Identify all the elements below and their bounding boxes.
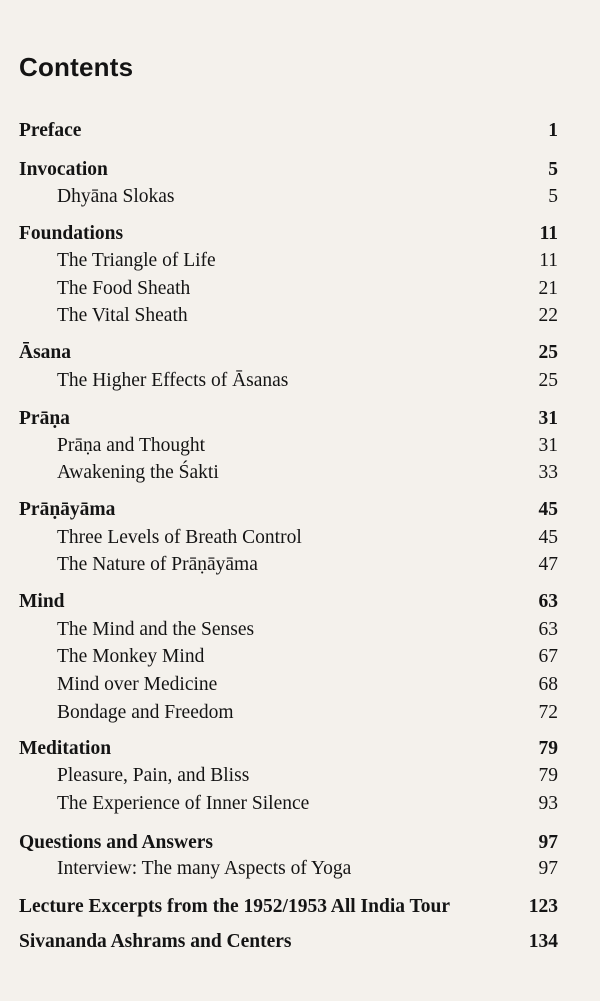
toc-section-title: Āsana xyxy=(19,342,72,363)
toc-page-number: 11 xyxy=(539,223,558,244)
toc-page-number: 45 xyxy=(538,527,558,548)
toc-entry-title: The Higher Effects of Āsanas xyxy=(57,370,289,391)
toc-entry xyxy=(0,276,600,302)
toc-entry-title: Prāṇa and Thought xyxy=(57,435,206,456)
toc-section-title: Lecture Excerpts from the 1952/1953 All India Tour xyxy=(19,896,450,917)
toc-entry xyxy=(0,248,600,274)
toc-entry-title: The Experience of Inner Silence xyxy=(57,793,310,814)
toc-section-pranayama xyxy=(0,497,600,523)
toc-page-number: 97 xyxy=(538,858,558,879)
toc-page-number: 63 xyxy=(538,619,558,640)
toc-entry-title: The Vital Sheath xyxy=(57,305,188,326)
toc-section-foundations xyxy=(0,221,600,247)
toc-section-title: Meditation xyxy=(19,738,112,759)
toc-page-number: 93 xyxy=(538,793,558,814)
toc-page-number: 134 xyxy=(528,931,558,952)
toc-section-title: Foundations xyxy=(19,223,124,244)
toc-page-number: 5 xyxy=(548,159,558,180)
toc-section-asana xyxy=(0,340,600,366)
toc-page-number: 47 xyxy=(538,554,558,575)
toc-page-number: 25 xyxy=(538,342,558,363)
toc-page-number: 1 xyxy=(548,120,558,141)
toc-section-title: Preface xyxy=(19,120,82,141)
toc-entry xyxy=(0,617,600,643)
toc-section-title: Prāṇāyāma xyxy=(19,499,116,520)
toc-section-title: Invocation xyxy=(19,159,108,180)
toc-entry xyxy=(0,856,600,882)
toc-section-ashrams xyxy=(0,929,600,955)
toc-page-number: 123 xyxy=(528,896,558,917)
toc-page-number: 25 xyxy=(538,370,558,391)
toc-section-title: Sivananda Ashrams and Centers xyxy=(19,931,292,952)
toc-entry xyxy=(0,672,600,698)
toc-entry xyxy=(0,763,600,789)
toc-page-number: 11 xyxy=(539,250,558,271)
toc-entry xyxy=(0,791,600,817)
toc-page-number: 21 xyxy=(538,278,558,299)
toc-entry-title: Pleasure, Pain, and Bliss xyxy=(57,765,250,786)
toc-page-number: 67 xyxy=(538,646,558,667)
toc-entry xyxy=(0,303,600,329)
toc-entry-title: Mind over Medicine xyxy=(57,674,218,695)
toc-entry-title: The Mind and the Senses xyxy=(57,619,255,640)
page-title: Contents xyxy=(19,52,134,82)
toc-section-mind xyxy=(0,589,600,615)
toc-page-number: 79 xyxy=(538,738,558,759)
toc-entry-title: Awakening the Śakti xyxy=(57,462,219,483)
toc-entry xyxy=(0,525,600,551)
toc-page-number: 97 xyxy=(538,832,558,853)
toc-entry-title: Three Levels of Breath Control xyxy=(57,527,302,548)
toc-page-number: 72 xyxy=(538,702,558,723)
toc-page-number: 31 xyxy=(538,408,558,429)
toc-entry-title: The Nature of Prāṇāyāma xyxy=(57,554,258,575)
toc-section-title: Mind xyxy=(19,591,65,612)
toc-page-number: 31 xyxy=(538,435,558,456)
toc-page-number: 45 xyxy=(538,499,558,520)
toc-entry xyxy=(0,644,600,670)
toc-page-number: 68 xyxy=(538,674,558,695)
toc-page-number: 33 xyxy=(538,462,558,483)
toc-section-invocation xyxy=(0,157,600,183)
toc-section-prana xyxy=(0,406,600,432)
toc-section-preface xyxy=(0,118,600,144)
toc-entry-title: Dhyāna Slokas xyxy=(57,186,175,207)
toc-section-meditation xyxy=(0,736,600,762)
toc-entry xyxy=(0,184,600,210)
toc-entry xyxy=(0,433,600,459)
toc-entry xyxy=(0,552,600,578)
toc-section-lecture-excerpts xyxy=(0,894,600,920)
toc-page-number: 63 xyxy=(538,591,558,612)
toc-entry-title: The Triangle of Life xyxy=(57,250,216,271)
toc-entry-title: The Food Sheath xyxy=(57,278,191,299)
toc-section-title: Prāṇa xyxy=(19,408,70,429)
toc-entry xyxy=(0,368,600,394)
toc-page-number: 5 xyxy=(548,186,558,207)
toc-entry xyxy=(0,460,600,486)
toc-entry-title: Bondage and Freedom xyxy=(57,702,234,723)
toc-page-number: 79 xyxy=(538,765,558,786)
toc-section-questions xyxy=(0,830,600,856)
toc-page-number: 22 xyxy=(538,305,558,326)
toc-entry-title: The Monkey Mind xyxy=(57,646,205,667)
toc-entry xyxy=(0,700,600,726)
toc-entry-title: Interview: The many Aspects of Yoga xyxy=(57,858,352,879)
toc-section-title: Questions and Answers xyxy=(19,832,213,853)
